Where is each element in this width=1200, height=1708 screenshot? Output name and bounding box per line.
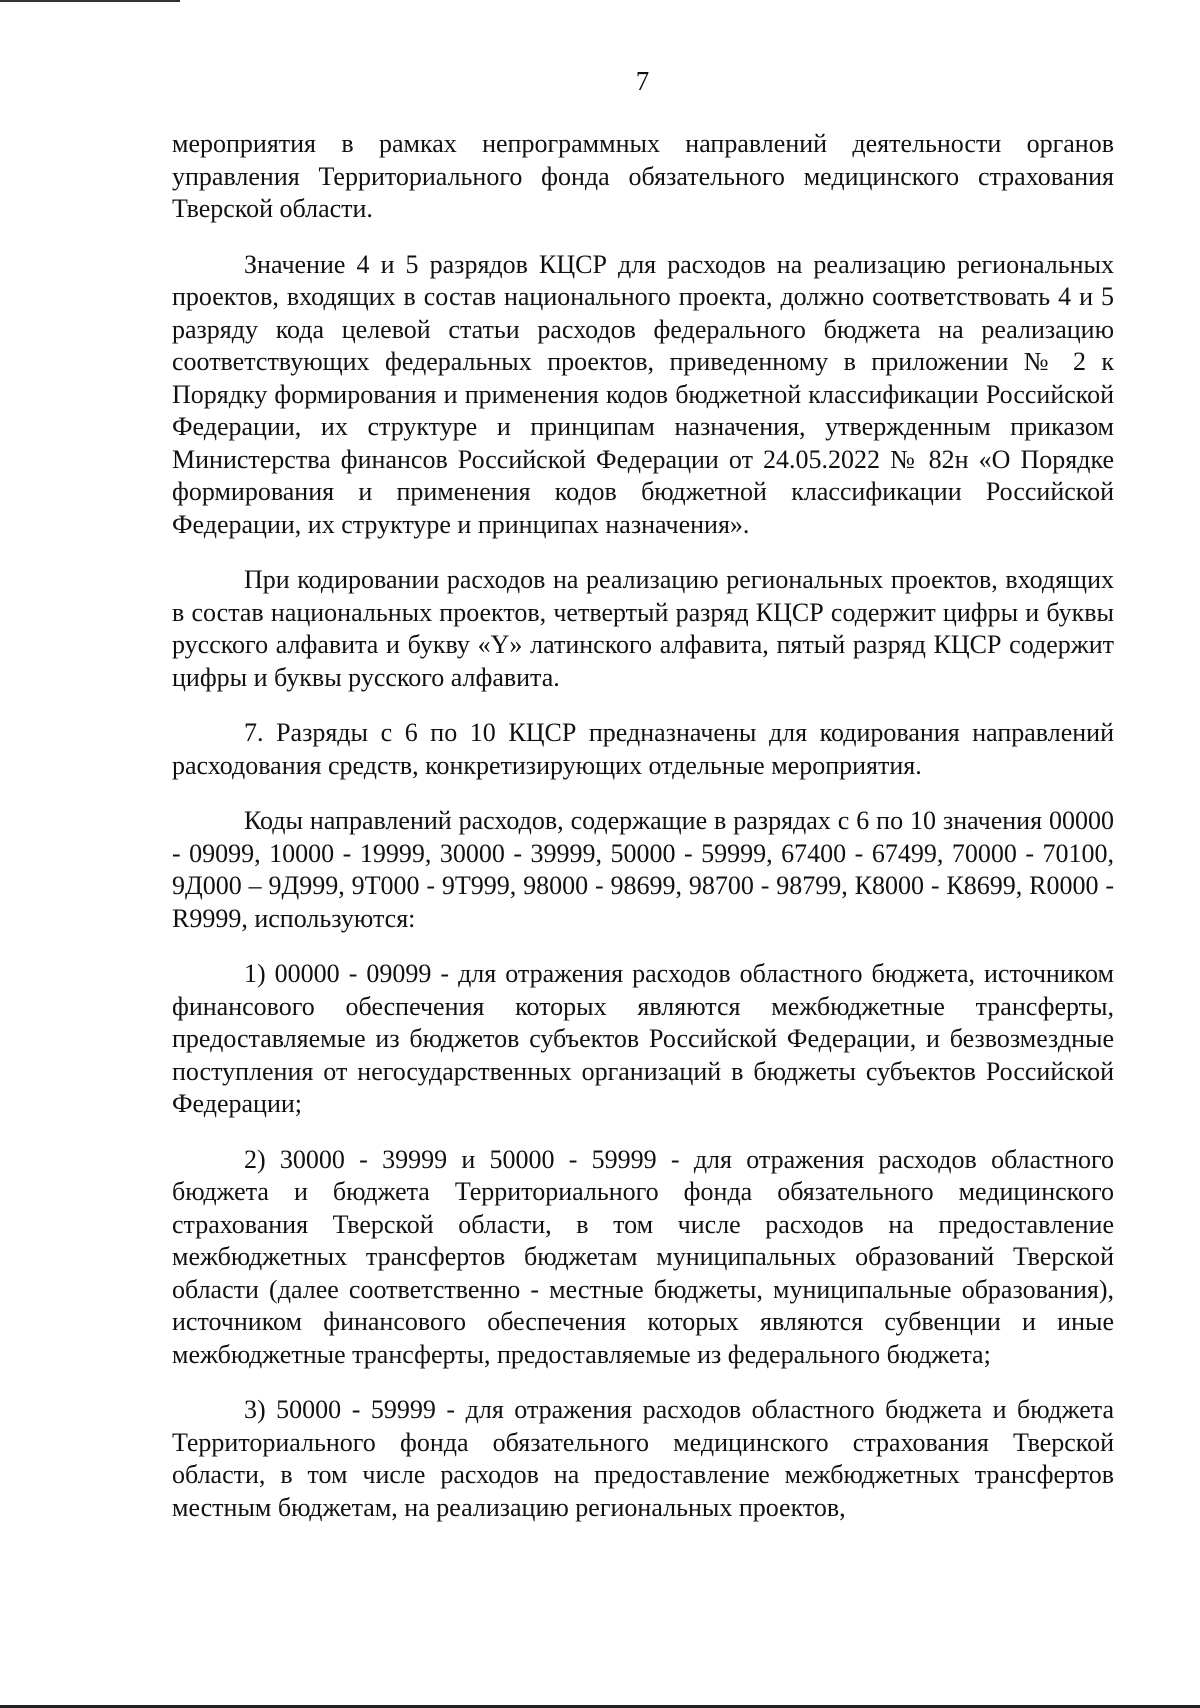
list-item-3: 3) 50000 - 59999 - для отражения расходов областного бюджета и бюджета Территориального фонда обязательного медицинского страхования Тверской области, в том числе расходов на предоставление межбюджетных трансфертов местным бюджетам, на реализацию региональных проектов, <box>172 1395 1114 1522</box>
paragraph-regional-projects-coding: При кодировании расходов на реализацию региональных проектов, входящих в состав национальных проектов, четвертый разряд КЦСР содержит цифры и буквы русского алфавита и букву «Y» латинского алфавита, пятый разряд КЦСР содержит цифры и буквы русского алфавита. <box>172 565 1114 692</box>
scan-edge-top <box>0 0 180 2</box>
list-item-1: 1) 00000 - 09099 - для отражения расходов областного бюджета, источником финансового обеспечения которых являются межбюджетные трансферты, предоставляемые из бюджетов субъектов Российской Федерации, и безвозмездные поступления от негосударственных организаций в бюджеты субъектов Российской Федерации; <box>172 959 1114 1118</box>
list-item-2: 2) 30000 - 39999 и 50000 - 59999 - для отражения расходов областного бюджета и бюджета Территориального фонда обязательного медицинского страхования Тверской области, в том числе расходов на предоставление межбюджетных трансфертов бюджетам муниципальных образований Тверской области (далее соответственно - местные бюджеты, муниципальные образования), источником финансового обеспечения которых являются субвенции и иные межбюджетные трансферты, предоставляемые из федерального бюджета; <box>172 1144 1114 1369</box>
paragraph-section-7: 7. Разряды с 6 по 10 КЦСР предназначены для кодирования направлений расходования средств, конкретизирующих отдельные мероприятия. <box>172 718 1114 780</box>
paragraph-expense-codes: Коды направлений расходов, содержащие в разрядах с 6 по 10 значения 00000 - 09099, 10000 - 19999, 30000 - 39999, 50000 - 59999, 67400 - 67499, 70000 - 70100, 9Д000 – 9Д999, 9Т000 - 9Т999, 98000 - 98699, 98700 - 98799, К8000 - К8699, R0000 - R9999, используются: <box>172 806 1114 933</box>
page-number: 7 <box>635 66 650 96</box>
document-body <box>172 128 1114 1547</box>
paragraph-kcsr-digits-4-5: Значение 4 и 5 разрядов КЦСР для расходов на реализацию региональных проектов, входящих в состав национального проекта, должно соответствовать 4 и 5 разряду кода целевой статьи расходов федерального бюджета на реализацию соответствующих федеральных проектов, приведенному в приложении № 2 к Порядку формирования и применения кодов бюджетной классификации Российской Федерации, их структуре и принципам назначения, утвержденным приказом Министерства финансов Российской Федерации от 24.05.2022 № 82н «О Порядке формирования и применения кодов бюджетной классификации Российской Федерации, их структуре и принципах назначения». <box>172 249 1114 539</box>
paragraph-continuation: мероприятия в рамках непрограммных направлений деятельности органов управления Территориального фонда обязательного медицинского страхования Тверской области. <box>172 129 1114 223</box>
